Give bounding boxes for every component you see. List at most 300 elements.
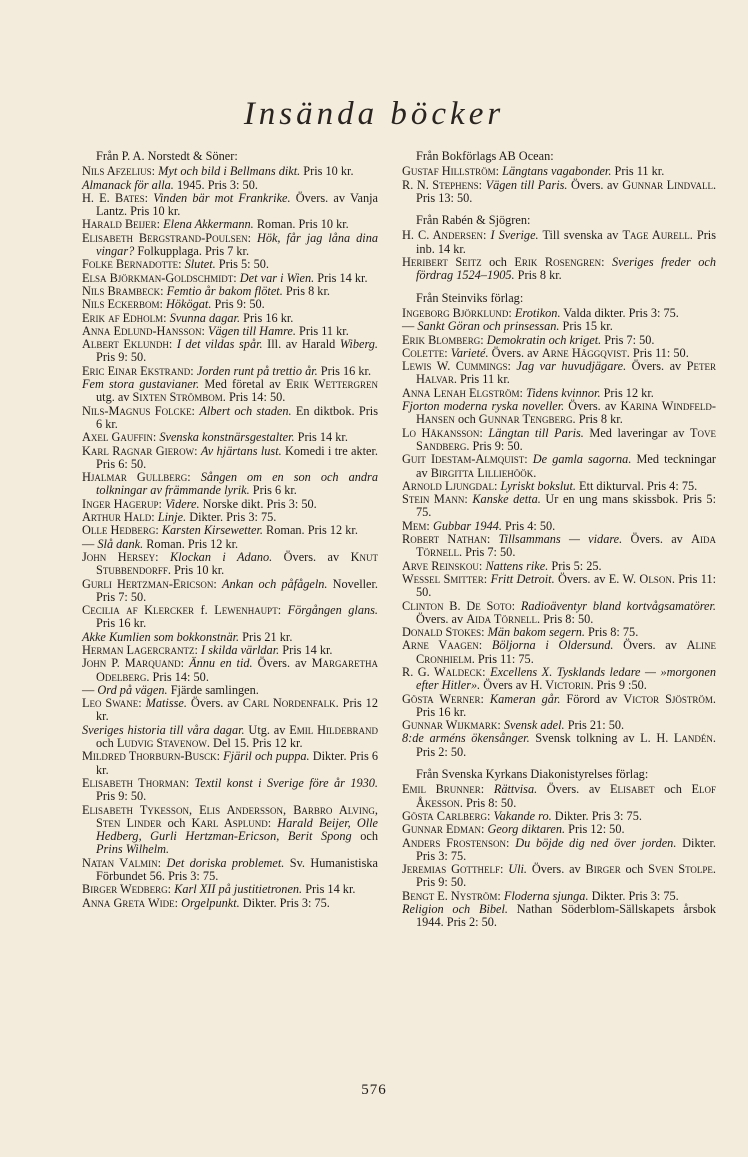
book-title: Slå dank.: [97, 536, 144, 551]
book-entry: [82, 298, 378, 311]
entry-text: Dikter. Pris 3: 75.: [551, 808, 642, 823]
author-name: Cecilia af Klercker: [82, 603, 195, 618]
entry-text: Pris 9: 50.: [96, 789, 147, 804]
book-entry: [402, 810, 716, 823]
author-name: Olle Hedberg:: [82, 523, 159, 538]
book-title: Vakande ro.: [493, 808, 552, 823]
book-title: Sången om en son och andra tolkningar av främmande lyrik.: [96, 470, 378, 498]
author-name: Sven Stolpe.: [648, 862, 717, 877]
book-title: Hök, får jag låna dina vingar?: [96, 230, 378, 259]
entry-text: Pris inb. 14 kr.: [416, 228, 716, 256]
book-entry: [82, 325, 378, 338]
book-entry: [82, 471, 378, 498]
book-entry: [82, 631, 378, 644]
book-entry: [402, 179, 716, 206]
entry-text: Pris 12 kr.: [600, 385, 654, 400]
book-title: Nattens rike.: [485, 558, 549, 573]
author-name: Colette:: [402, 345, 448, 360]
book-entry: [402, 256, 716, 283]
entry-text: och: [654, 782, 692, 797]
author-name: Clinton B. De Soto:: [402, 598, 516, 613]
book-title: Fritt Detroit.: [490, 571, 555, 586]
right-column: [402, 150, 716, 930]
entry-text: Övers. av: [564, 399, 621, 414]
entry-text: —: [82, 536, 98, 551]
entry-text: Pris 9: 50.: [469, 438, 523, 453]
book-entry: [402, 823, 716, 836]
publisher-heading: Från P. A. Norstedt & Söner:: [96, 149, 238, 163]
book-entry: [82, 338, 378, 365]
author-name: Victor Sjöström.: [623, 691, 717, 706]
author-name: Carl Nordenfalk.: [242, 696, 339, 711]
author-name: H. E. Bates:: [82, 190, 149, 205]
entry-text: Komedi i tre akter. Pris 6: 50.: [96, 443, 378, 471]
entry-text: Pris 12: 50.: [565, 822, 625, 837]
book-entry: [82, 551, 378, 578]
entry-text: Till svenska av: [538, 228, 623, 243]
entry-text: 1945. Pris 3: 50.: [173, 177, 258, 192]
book-title: Jag var huvudjägare.: [516, 359, 627, 374]
book-title: Karsten Kirsewetter.: [161, 523, 263, 538]
author-name: Birger Wedberg:: [82, 882, 172, 897]
entry-text: Pris 7: 50.: [601, 332, 655, 347]
book-entry: [82, 312, 378, 325]
entry-text: och: [481, 255, 515, 270]
book-title: Vägen till Paris.: [485, 177, 568, 192]
author-name: Elisabet: [610, 782, 655, 797]
book-title: Ankan och påfågeln.: [221, 576, 328, 591]
author-name: Hjalmar Gullberg:: [82, 470, 191, 485]
book-entry: [402, 837, 716, 864]
entry-text: och: [454, 412, 479, 427]
book-entry: [82, 232, 378, 259]
author-name: Lewis W. Cummings:: [402, 359, 511, 374]
book-entry: [402, 890, 716, 903]
book-entry: [402, 626, 716, 639]
book-title: Videre.: [165, 496, 200, 511]
book-title: Kameran går.: [489, 691, 561, 706]
entry-text: [159, 550, 170, 564]
book-title: Ännu en tid.: [189, 656, 253, 671]
book-title: Av hjärtans lust.: [200, 443, 282, 458]
book-entry: [82, 165, 378, 178]
book-entry: [82, 644, 378, 657]
book-entry: [82, 883, 378, 896]
book-entry: [82, 258, 378, 271]
author-name: Natan Valmin:: [82, 855, 162, 870]
book-title: Uli.: [508, 862, 528, 877]
book-entry: [402, 360, 716, 387]
book-entry: [82, 697, 378, 724]
book-entry: [82, 524, 378, 537]
publisher-heading: Från Steinviks förlag:: [416, 290, 524, 305]
author-name: Sixten Strömbom.: [132, 390, 226, 405]
book-entry: [402, 719, 716, 732]
book-entry: [402, 560, 716, 573]
author-name: Erik Rosengren:: [514, 255, 605, 270]
entry-text: Pris 14 kr.: [279, 642, 333, 657]
author-name: Margaretha Odelberg.: [96, 656, 378, 684]
book-title: Tidens kvinnor.: [526, 385, 601, 400]
book-title: Myt och bild i Bellmans dikt.: [158, 164, 301, 179]
entry-text: Roman. Pris 12 kr.: [262, 523, 358, 538]
book-entry: [82, 538, 378, 551]
author-name: Nils Brambeck:: [82, 283, 164, 298]
entry-text: —: [402, 319, 418, 334]
author-name: Anna Greta Wide:: [82, 895, 178, 910]
entry-text: Pris 15 kr.: [559, 319, 613, 334]
book-entry: [402, 573, 716, 600]
book-title: Män bakom segern.: [487, 625, 585, 640]
author-name: Gustaf Hillström:: [402, 164, 500, 179]
author-name: Karina Windfeld-Hansen: [416, 399, 716, 427]
author-name: Ingeborg Björklund:: [402, 305, 512, 320]
book-entry: [82, 365, 378, 378]
book-title: Almanack för alla.: [82, 177, 174, 192]
entry-text: Pris 8 kr.: [575, 412, 623, 427]
book-title: Fjorton moderna ryska noveller.: [402, 399, 565, 414]
entry-text: [484, 782, 494, 796]
book-entry: [82, 657, 378, 684]
book-title: Georg diktaren.: [487, 822, 566, 837]
author-name: Bengt E. Nyström:: [402, 888, 501, 903]
entry-text: Pris 16 kr.: [96, 616, 147, 631]
book-entry: [402, 165, 716, 178]
left-column: [82, 150, 378, 910]
book-entry: [402, 520, 716, 533]
book-entry: [82, 431, 378, 444]
entry-text: Pris 10 kr.: [170, 563, 225, 578]
book-title: Svensk adel.: [503, 718, 565, 733]
book-title: Varieté.: [450, 345, 489, 360]
entry-text: och: [620, 862, 649, 877]
book-entry: [402, 307, 716, 320]
book-entry: [82, 684, 378, 697]
book-title: Fem stora gustavianer.: [82, 377, 200, 392]
book-title: Orgelpunkt.: [181, 895, 240, 910]
book-entry: [82, 578, 378, 605]
author-name: Tage Aurell.: [622, 228, 693, 243]
book-title: Kanske detta.: [472, 492, 541, 507]
entry-text: Pris 14 kr.: [302, 882, 356, 897]
author-name: Elof Åkesson.: [416, 782, 716, 810]
author-name: Gurli Hertzman-Ericson:: [82, 576, 217, 591]
author-name: Mem:: [402, 518, 430, 533]
book-title: Albert och staden.: [199, 403, 292, 418]
entry-text: Pris 9: 50.: [416, 875, 467, 890]
entry-text: Pris 16 kr.: [240, 310, 294, 325]
author-name: Folke Bernadotte:: [82, 257, 182, 272]
book-title: Det var i Wien.: [239, 270, 315, 285]
author-name: Peter Halvar.: [416, 359, 716, 387]
entry-text: [490, 532, 498, 546]
entry-text: Pris 9: 50.: [211, 297, 265, 312]
book-title: Du böjde dig ned över jorden.: [515, 835, 677, 850]
entry-text: Med laveringar av: [583, 425, 690, 440]
book-entry: [82, 218, 378, 231]
book-title: Elena Akkermann.: [163, 217, 254, 232]
book-entry: [402, 347, 716, 360]
book-title: I skilda världar.: [200, 642, 280, 657]
author-name: Arve Reinskou:: [402, 558, 483, 573]
entry-text: utg. av: [96, 390, 133, 405]
book-title: Harald Beijer, Olle Hedberg, Gurli Hertzman-Ericson, Berit Spong: [96, 815, 378, 844]
book-entry: [82, 724, 378, 751]
book-entry: [402, 600, 716, 627]
book-title: Erotikon.: [514, 305, 561, 320]
book-entry: [402, 427, 716, 454]
book-title: De gamla sagorna.: [532, 452, 632, 467]
entry-text: Valda dikter. Pris 3: 75.: [560, 305, 679, 320]
author-name: Harald Beijer:: [82, 217, 161, 232]
book-entry: [402, 783, 716, 810]
author-name: Arnold Ljungdal:: [402, 478, 498, 493]
author-name: Aline Cronhielm.: [416, 638, 717, 666]
author-name: Ludvig Stavenow.: [116, 736, 210, 751]
entry-text: Pris 5: 50.: [215, 257, 269, 272]
entry-text: —: [82, 682, 98, 697]
entry-text: Pris 21: 50.: [564, 718, 625, 733]
book-title: Rättvisa.: [493, 782, 538, 797]
author-name: Guit Idestam-Almquist:: [402, 452, 528, 467]
entry-text: Pris 7: 50.: [462, 545, 516, 560]
author-name: Arne Häggqvist.: [541, 345, 630, 360]
entry-text: Övers. av: [554, 571, 609, 586]
author-name: Donald Stokes:: [402, 625, 485, 640]
book-title: Sankt Göran och prinsessan.: [417, 319, 560, 334]
book-entry: [82, 777, 378, 804]
book-title: Svenska konstnärsgestalter.: [159, 430, 295, 445]
entry-text: Pris 11 kr.: [456, 372, 510, 387]
entry-text: Dikter. Pris 3: 75.: [186, 510, 277, 525]
entry-text: Nathan Söderblom-Sällskapets årsbok 1944. Pris 2: 50.: [416, 902, 716, 930]
author-name: Karl Ragnar Gierow:: [82, 443, 198, 458]
book-entry: [402, 903, 716, 930]
entry-text: Pris 11 kr.: [295, 323, 349, 338]
book-entry: [402, 639, 716, 666]
entry-text: Pris 11: 75.: [474, 651, 534, 666]
entry-text: Med företal av: [199, 377, 286, 392]
book-title: Textil konst i Sverige före år 1930.: [194, 775, 378, 790]
book-title: I Sverige.: [490, 228, 539, 243]
book-title: Vägen till Hamre.: [207, 323, 296, 338]
author-name: John Hersey:: [82, 549, 159, 564]
book-entry: [402, 229, 716, 256]
author-name: Wessel Smitter:: [402, 571, 488, 586]
book-title: Linje.: [157, 510, 187, 525]
author-name: Gunnar Lindvall.: [622, 177, 717, 192]
entry-text: Pris 6 kr.: [249, 483, 297, 498]
author-name: Anna Edlund-Hansson:: [82, 323, 205, 338]
author-name: Axel Gauffin:: [82, 430, 157, 445]
entry-text: Pris 4: 50.: [501, 518, 556, 533]
publisher-heading: Från Rabén & Sjögren:: [416, 213, 531, 228]
book-title: Längtans vagabonder.: [502, 164, 612, 179]
book-entry: [402, 533, 716, 560]
author-name: Nils-Magnus Folcke:: [82, 403, 195, 418]
author-name: Erik Wettergren: [285, 377, 378, 392]
book-title: 8:de arméns ökensånger.: [402, 731, 530, 746]
author-name: Gunnar Tengberg.: [478, 412, 576, 427]
author-name: E. W. Olson.: [608, 571, 675, 586]
book-entry: [82, 511, 378, 524]
book-title: Floderna sjunga.: [503, 888, 589, 903]
author-name: Birger: [585, 862, 621, 877]
entry-text: [482, 638, 492, 652]
author-name: Birgitta Lilliehöök.: [430, 465, 537, 480]
entry-text: Dikter. Pris 3: 75.: [416, 835, 716, 863]
entry-text: Pris 9: 50.: [96, 350, 147, 365]
book-entry: [82, 750, 378, 777]
entry-text: Övers. av: [416, 611, 467, 626]
book-title: Slutet.: [184, 257, 216, 272]
author-name: Karl Asplund:: [191, 815, 272, 830]
book-title: Religion och Bibel.: [402, 902, 508, 917]
entry-text: Roman. Pris 10 kr.: [253, 217, 349, 232]
author-name: Inger Hagerup:: [82, 496, 162, 511]
book-title: I det vildas spår.: [176, 337, 263, 352]
entry-text: Roman. Pris 12 kr.: [143, 536, 239, 551]
author-name: Gunnar Wijkmark:: [402, 718, 501, 733]
book-entry: [402, 400, 716, 427]
author-name: Erik af Edholm:: [82, 310, 167, 325]
book-title: Demokratin och kriget.: [486, 332, 602, 347]
book-entry: [82, 272, 378, 285]
entry-text: [605, 255, 613, 269]
author-name: Elisabeth Bergstrand-Poulsen:: [82, 230, 251, 245]
author-name: Robert Nathan:: [402, 532, 491, 547]
book-entry: [82, 804, 378, 857]
book-entry: [82, 498, 378, 511]
author-name: H. Victorin.: [530, 678, 594, 693]
author-name: Elisabeth Tykesson, Elis Andersson, Barbro Alving, Sten Linder: [82, 802, 378, 830]
book-title: Excellens X. Tysklands ledare — »morgonen efter Hitler».: [416, 664, 717, 693]
entry-text: Övers. av: [613, 638, 687, 653]
book-title: Femtio år bakom flötet.: [166, 283, 283, 298]
entry-text: Övers. av: [622, 532, 692, 547]
entry-text: och: [351, 829, 378, 844]
publisher-heading: Från Bokförlags AB Ocean:: [416, 149, 554, 163]
book-title: Wiberg.: [339, 337, 378, 352]
entry-text: Pris 16 kr.: [317, 363, 372, 378]
entry-text: Pris 16 kr.: [416, 704, 467, 719]
entry-text: Övers. av: [626, 359, 687, 374]
book-title: Prins Wilhelm.: [96, 842, 170, 857]
entry-text: Ett dikturval. Pris 4: 75.: [575, 478, 698, 493]
book-title: Ord på vägen.: [97, 682, 168, 697]
book-title: Längtan till Paris.: [488, 425, 584, 440]
book-title: Matisse.: [145, 696, 187, 711]
book-entry: [82, 192, 378, 219]
book-entry: [402, 863, 716, 890]
entry-text: och: [161, 815, 192, 830]
entry-text: Fjärde samlingen.: [167, 682, 259, 697]
entry-text: Pris 8 kr.: [282, 283, 330, 298]
author-name: Knut Stubbendorff.: [96, 549, 378, 578]
author-name: Arne Vaagen:: [402, 638, 483, 653]
book-title: Radioäventyr bland kortvågsamatörer.: [520, 598, 717, 613]
author-name: R. G. Waldeck:: [402, 664, 486, 679]
author-name: Anders Frostenson:: [402, 835, 510, 850]
author-name: Emil Brunner:: [402, 782, 485, 797]
entry-text: Del 15. Pris 12 kr.: [209, 736, 303, 751]
entry-text: Pris 9 :50.: [593, 678, 647, 693]
entry-text: Pris 8: 75.: [584, 625, 639, 640]
book-title: Tillsammans — vidare.: [498, 532, 623, 547]
entry-text: Pris 13: 50.: [416, 190, 473, 205]
book-title: Jorden runt på trettio år.: [196, 363, 318, 378]
entry-text: Ur en ung mans skissbok. Pris 5: 75.: [416, 492, 717, 520]
book-entry: [402, 453, 716, 480]
author-name: Albert Eklundh:: [82, 337, 173, 352]
book-entry: [402, 387, 716, 400]
author-name: Arthur Hald:: [82, 510, 155, 525]
book-entry: [82, 405, 378, 432]
book-title: Svunna dagar.: [169, 310, 241, 325]
entry-text: Noveller. Pris 7: 50.: [96, 576, 378, 604]
book-entry: [402, 480, 716, 493]
author-name: Lo Håkansson:: [402, 425, 483, 440]
author-name: Stein Mann:: [402, 492, 468, 507]
author-name: H. C. Andersen:: [402, 228, 487, 243]
author-name: Emil Hildebrand: [289, 722, 378, 737]
entry-text: Pris 14: 50.: [149, 669, 209, 684]
book-entry: [82, 604, 378, 631]
entry-text: Dikter. Pris 6 kr.: [96, 749, 379, 777]
author-name: L. H. Landén.: [640, 731, 716, 746]
entry-text: Pris 21 kr.: [239, 629, 293, 644]
entry-text: Dikter. Pris 3: 75.: [239, 895, 330, 910]
entry-text: Ill. av Harald: [262, 337, 340, 352]
book-entry: [402, 693, 716, 720]
book-entry: [82, 285, 378, 298]
book-entry: [402, 666, 716, 693]
entry-text: En diktbok. Pris 6 kr.: [96, 403, 378, 431]
author-name: Heribert Seitz: [402, 255, 482, 270]
entry-text: Pris 14 kr.: [314, 270, 368, 285]
book-title: Sveriges historia till våra dagar.: [82, 722, 245, 737]
book-entry: [402, 732, 716, 759]
book-title: Lyriskt bokslut.: [500, 478, 576, 493]
author-name: Anna Lenah Elgström:: [402, 385, 523, 400]
entry-text: Övers. av: [527, 862, 586, 877]
entry-text: Pris 8 kr.: [514, 268, 562, 283]
book-title: Gubbar 1944.: [432, 518, 502, 533]
book-title: Akke Kumlien som bokkonstnär.: [82, 629, 240, 644]
publisher-heading: Från Svenska Kyrkans Diakonistyrelses förlag:: [416, 767, 649, 782]
entry-text: Svensk tolkning av: [529, 731, 641, 746]
entry-text: Övers. av: [567, 177, 623, 192]
book-entry: [82, 179, 378, 192]
book-title: Karl XII på justitietronen.: [174, 882, 303, 897]
author-name: Mildred Thorburn-Busck:: [82, 749, 221, 764]
entry-text: Pris 11 kr.: [611, 164, 665, 179]
entry-text: Övers. av: [272, 549, 351, 564]
author-name: Eric Einar Ekstrand:: [82, 363, 194, 378]
entry-text: Pris 14: 50.: [225, 390, 286, 405]
book-entry: [402, 320, 716, 333]
author-name: Nils Afzelius:: [82, 164, 156, 179]
author-name: Jeremias Gotthelf:: [402, 862, 504, 877]
author-name: Nils Eckerbom:: [82, 297, 163, 312]
author-name: Gösta Werner:: [402, 691, 484, 706]
page-title: Insända böcker: [243, 96, 505, 132]
entry-text: [191, 470, 201, 484]
author-name: Erik Blomberg:: [402, 332, 484, 347]
entry-text: Förord av: [560, 691, 624, 706]
author-name: Aida Törnell.: [416, 532, 716, 560]
entry-text: Övers. av: [488, 345, 542, 360]
